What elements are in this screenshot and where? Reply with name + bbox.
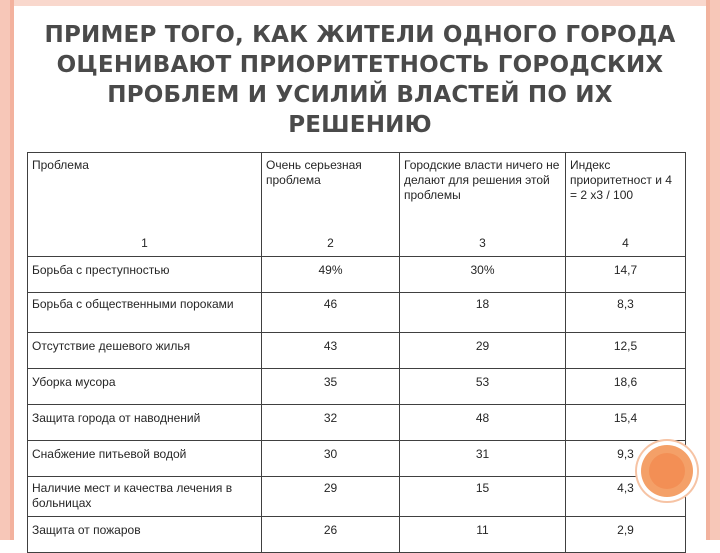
index-cell: 18,6 bbox=[566, 369, 686, 405]
index-cell: 9,3 bbox=[566, 441, 686, 477]
header-label: Очень серьезная проблема bbox=[266, 158, 362, 187]
no-action-cell: 15 bbox=[400, 477, 566, 517]
index-cell: 12,5 bbox=[566, 333, 686, 369]
header-column-number: 1 bbox=[141, 236, 148, 250]
serious-cell: 46 bbox=[262, 293, 400, 333]
header-label: Городские власти ничего не делают для решения этой проблемы bbox=[404, 158, 560, 202]
header-cell-index bbox=[566, 153, 686, 257]
serious-cell: 30 bbox=[262, 441, 400, 477]
problem-cell: Наличие мест и качества лечения в больницах bbox=[28, 477, 262, 517]
no-action-cell: 48 bbox=[400, 405, 566, 441]
decorative-orange-circle bbox=[641, 445, 693, 497]
table-row bbox=[28, 293, 686, 333]
problem-cell: Борьба с общественными пороками bbox=[28, 293, 262, 333]
problem-cell: Защита от пожаров bbox=[28, 517, 262, 553]
serious-cell: 26 bbox=[262, 517, 400, 553]
table-row bbox=[28, 257, 686, 293]
slide-left-border bbox=[0, 0, 14, 540]
no-action-cell: 11 bbox=[400, 517, 566, 553]
table-row bbox=[28, 333, 686, 369]
problem-cell: Борьба с преступностью bbox=[28, 257, 262, 293]
no-action-cell: 30% bbox=[400, 257, 566, 293]
index-cell: 15,4 bbox=[566, 405, 686, 441]
serious-cell: 43 bbox=[262, 333, 400, 369]
slide-top-border bbox=[14, 0, 706, 6]
slide-left-border-stripe bbox=[10, 0, 14, 540]
serious-cell: 35 bbox=[262, 369, 400, 405]
problem-cell: Уборка мусора bbox=[28, 369, 262, 405]
table-row bbox=[28, 441, 686, 477]
header-column-number: 3 bbox=[479, 236, 486, 250]
problem-cell: Защита города от наводнений bbox=[28, 405, 262, 441]
slide-right-border bbox=[706, 0, 720, 540]
table-row bbox=[28, 405, 686, 441]
header-column-number: 4 bbox=[622, 236, 629, 250]
table-row bbox=[28, 517, 686, 553]
header-cell-problem bbox=[28, 153, 262, 257]
serious-cell: 29 bbox=[262, 477, 400, 517]
decorative-orange-circle-inner bbox=[649, 453, 685, 489]
header-label: Проблема bbox=[32, 158, 89, 172]
no-action-cell: 31 bbox=[400, 441, 566, 477]
priority-table bbox=[27, 152, 686, 553]
slide-right-border-stripe bbox=[706, 0, 710, 540]
serious-cell: 49% bbox=[262, 257, 400, 293]
priority-table-container bbox=[27, 152, 685, 553]
table-row bbox=[28, 369, 686, 405]
problem-cell: Отсутствие дешевого жилья bbox=[28, 333, 262, 369]
header-column-number: 2 bbox=[327, 236, 334, 250]
serious-cell: 32 bbox=[262, 405, 400, 441]
no-action-cell: 29 bbox=[400, 333, 566, 369]
no-action-cell: 53 bbox=[400, 369, 566, 405]
index-cell: 8,3 bbox=[566, 293, 686, 333]
header-label: Индекс приоритетност и 4 = 2 х3 / 100 bbox=[570, 158, 672, 202]
table-header-row bbox=[28, 153, 686, 257]
header-cell-serious bbox=[262, 153, 400, 257]
problem-cell: Снабжение питьевой водой bbox=[28, 441, 262, 477]
index-cell: 2,9 bbox=[566, 517, 686, 553]
no-action-cell: 18 bbox=[400, 293, 566, 333]
index-cell: 4,3 bbox=[566, 477, 686, 517]
slide-title: ПРИМЕР ТОГО, КАК ЖИТЕЛИ ОДНОГО ГОРОДА ОЦЕНИВАЮТ ПРИОРИТЕТНОСТЬ ГОРОДСКИХ ПРОБЛЕМ И УСИЛИЙ ВЛАСТЕЙ ПО ИХ РЕШЕНИЮ bbox=[44, 22, 676, 138]
table-row bbox=[28, 477, 686, 517]
header-cell-no-action bbox=[400, 153, 566, 257]
index-cell: 14,7 bbox=[566, 257, 686, 293]
